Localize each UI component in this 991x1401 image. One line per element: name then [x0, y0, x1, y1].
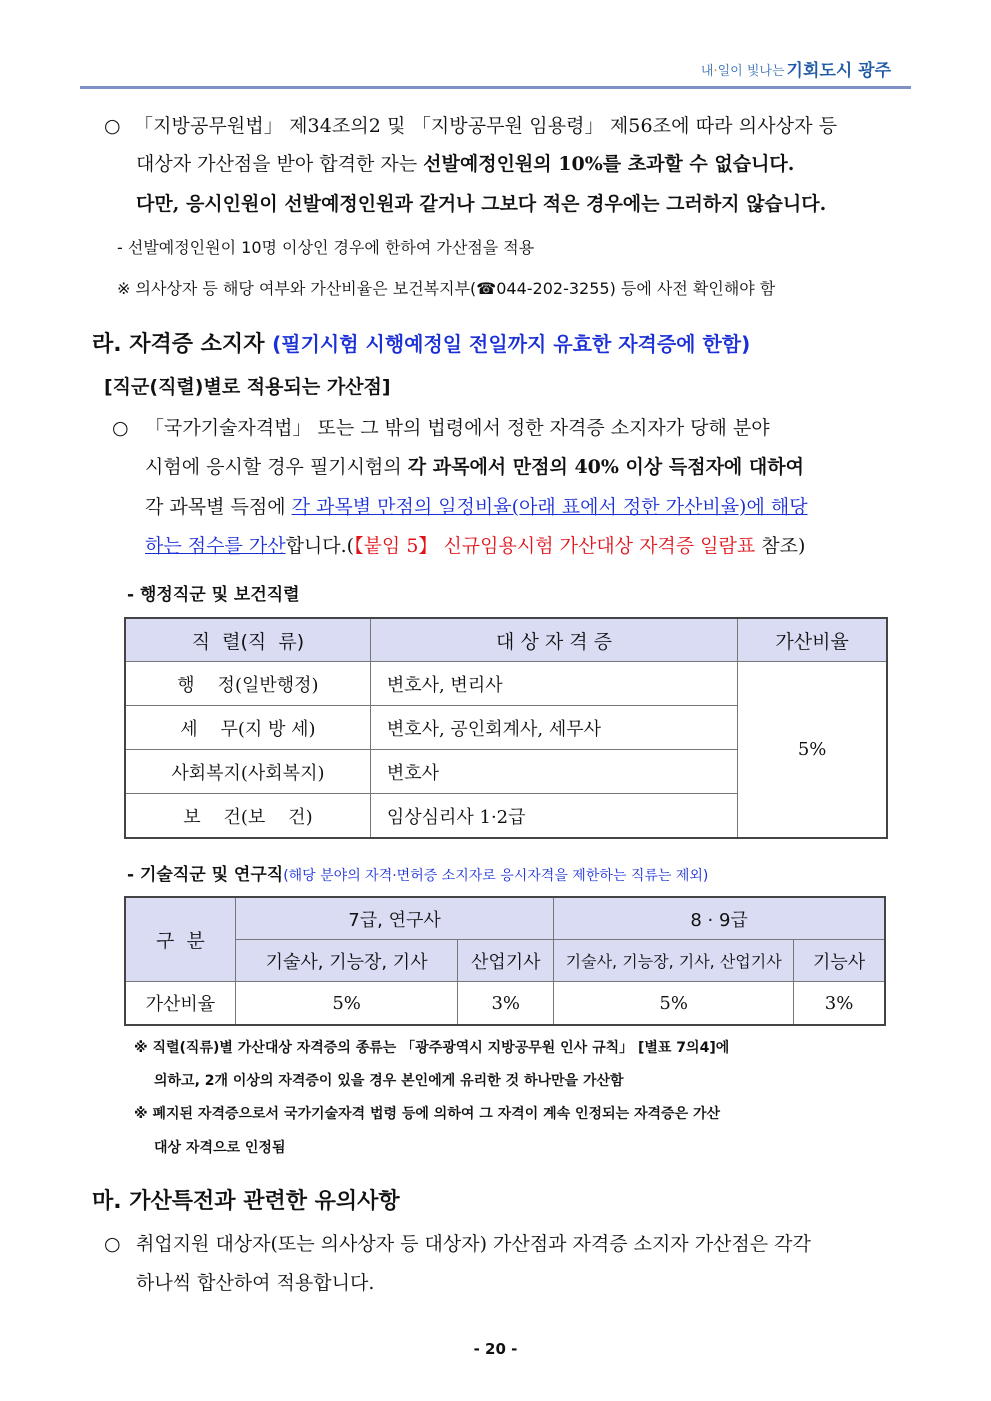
table1-job: 세 무(지 방 세)	[126, 706, 371, 750]
table2-label: - 기술직군 및 연구직(해당 분야의 자격·면허증 소지자로 응시자격을 제한하는 직류는 제외)	[127, 865, 709, 885]
table1-job: 사회복지(사회복지)	[126, 750, 371, 794]
table1-job: 보 건(보 건)	[126, 794, 371, 838]
table1-rate: 5%	[738, 662, 887, 838]
note-2-line2: 의하고, 2개 이상의 자격증이 있을 경우 본인에게 유리한 것 하나만을 가산함	[154, 1073, 624, 1089]
note-3-line1: ※ 폐지된 자격증으로서 국가기술자격 법령 등에 의하여 그 자격이 계속 인정되는 자격증은 가산	[134, 1106, 721, 1122]
note-2-line1: ※ 직렬(직류)별 가산대상 자격증의 종류는 「광주광역시 지방공무원 인사 규칙」 [별표 7의4]에	[134, 1040, 730, 1056]
table2-sub: 기술사, 기능장, 기사, 산업기사	[554, 940, 794, 982]
table-admin-health	[125, 618, 887, 838]
note-1: ※ 의사상자 등 해당 여부와 가산비율은 보건복지부(☎044-202-3255) 등에 사전 확인해야 함	[117, 279, 776, 298]
table2-value: 3%	[458, 982, 554, 1025]
table1-header-rate: 가산비율	[738, 619, 887, 662]
p2-line3: 각 과목별 득점에 각 과목별 만점의 일정비율(아래 표에서 정한 가산비율)에 해당	[145, 496, 808, 518]
table1-label: - 행정직군 및 보건직렬	[127, 585, 300, 605]
table2-sub: 기능사	[794, 940, 885, 982]
header-tagline: 내·일이 빛나는	[700, 64, 785, 79]
p3-line2: 하나씩 합산하여 적용합니다.	[136, 1272, 375, 1294]
p3-line1: 취업지원 대상자(또는 의사상자 등 대상자) 가산점과 자격증 소지자 가산점은 각각	[136, 1233, 811, 1255]
p1-line3: 다만, 응시인원이 선발예정인원과 같거나 그보다 적은 경우에는 그러하지 않습니다.	[136, 193, 827, 215]
table2-value: 3%	[794, 982, 885, 1025]
table1-cert: 임상심리사 1·2급	[370, 794, 737, 838]
table1-job: 행 정(일반행정)	[126, 662, 371, 706]
bracket-heading: [직군(직렬)별로 적용되는 가산점]	[104, 376, 391, 398]
page-number: - 20 -	[473, 1340, 518, 1358]
dash-note-1: - 선발예정인원이 10명 이상인 경우에 한하여 가산점을 적용	[117, 238, 535, 257]
header-city: 기회도시 광주	[786, 61, 891, 81]
p1-line2: 대상자 가산점을 받아 합격한 자는 선발예정인원의 10%를 초과할 수 없습니다.	[136, 153, 795, 175]
bullet-3: ○	[104, 1233, 121, 1255]
table2-group-89: 8 · 9급	[554, 898, 885, 940]
table-row	[126, 982, 885, 1025]
table-row	[126, 662, 887, 706]
header-logo	[701, 54, 891, 82]
table1-cert: 변호사	[370, 750, 737, 794]
p2-line4: 하는 점수를 가산합니다.(【붙임 5】 신규임용시험 가산대상 자격증 일람표 참조)	[145, 535, 806, 557]
table1-cert: 변호사, 변리사	[370, 662, 737, 706]
section-ra-heading: 라. 자격증 소지자 (필기시험 시행예정일 전일까지 유효한 자격증에 한함)	[92, 332, 751, 357]
table2-sub: 산업기사	[458, 940, 554, 982]
table1-header-cert: 대 상 자 격 증	[370, 619, 737, 662]
table2-value: 5%	[235, 982, 458, 1025]
bullet-2: ○	[112, 417, 129, 439]
header-divider	[80, 86, 911, 89]
bullet-1: ○	[104, 115, 121, 137]
table1-header-job: 직 렬(직 류)	[126, 619, 371, 662]
table2-row-label: 가산비율	[126, 982, 236, 1025]
table1-cert: 변호사, 공인회계사, 세무사	[370, 706, 737, 750]
phone-icon: ☎	[476, 279, 497, 298]
section-ma-heading: 마. 가산특전과 관련한 유의사항	[92, 1189, 400, 1214]
table-tech-research	[125, 897, 885, 1025]
table2-group-7: 7급, 연구사	[235, 898, 553, 940]
star-icon: ·	[713, 64, 718, 79]
table2-sub: 기술사, 기능장, 기사	[235, 940, 458, 982]
p1-line1: 「지방공무원법」 제34조의2 및 「지방공무원 임용령」 제56조에 따라 의사상자 등	[134, 115, 838, 137]
p2-line2: 시험에 응시할 경우 필기시험의 각 과목에서 만점의 40% 이상 득점자에 대하여	[145, 456, 804, 478]
table2-value: 5%	[554, 982, 794, 1025]
table2-corner: 구 분	[126, 898, 236, 982]
p2-line1: 「국가기술자격법」 또는 그 밖의 법령에서 정한 자격증 소지자가 당해 분야	[145, 417, 770, 439]
note-3-line2: 대상 자격으로 인정됨	[154, 1140, 286, 1156]
